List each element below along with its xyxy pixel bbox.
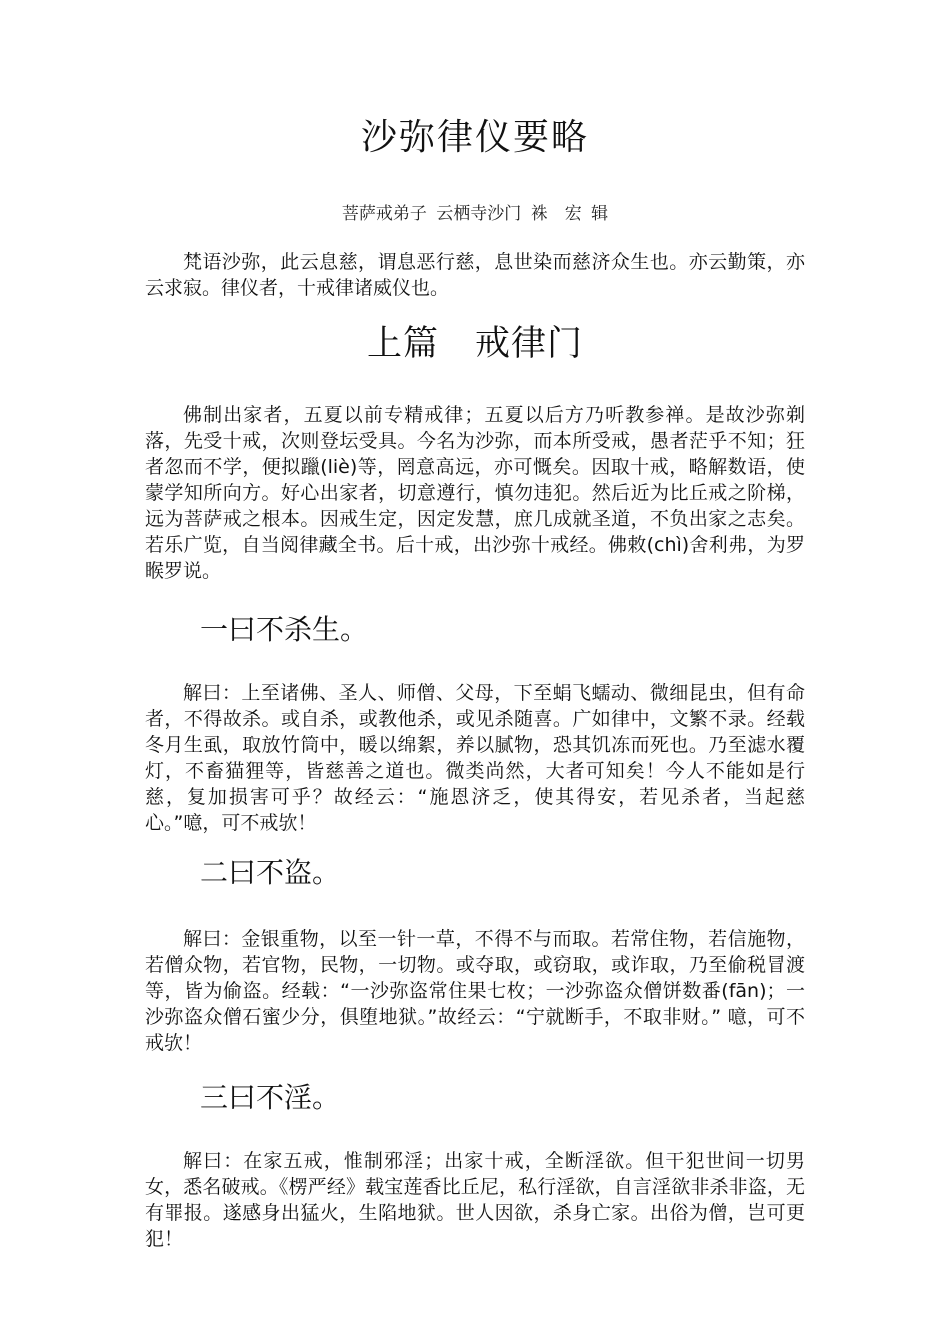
document-title: 沙弥律仪要略 (360, 117, 589, 158)
rule-explanation-1: 解曰：上至诸佛、圣人、师僧、父母，下至蜎飞蠕动、微细昆虫，但有命者，不得故杀。或自杀，或教他杀，或见杀随喜。广如律中，文繁不录。经载冬月生虱，取放竹筒中，暖以绵絮，养以腻物，恐其饥冻而死也。乃至滤水覆灯，不畜猫狸等，皆慈善之道也。微类尚然，大者可知矣！今人不能如是行慈，复加损害可乎？故经云：“施恩济乏，使其得安，若见杀者，当起慈心。”噫，可不戒欤！ (145, 682, 805, 834)
author-byline: 菩萨戒弟子 云栖寺沙门 袾 宏 辑 (341, 204, 609, 224)
rule-heading-3: 三曰不淫。 (200, 1081, 341, 1114)
rule-explanation-2: 解曰：金银重物，以至一针一草，不得不与而取。若常住物，若信施物，若僧众物，若官物，民物，一切物。或夺取，或窃取，或诈取，乃至偷税冒渡等，皆为偷盗。经载：“一沙弥盗常住果七枚；一沙弥盗众僧饼数番(fān)；一沙弥盗众僧石蜜少分，俱堕地狱。”故经云：“宁就断手，不取非财。” 噫，可不戒欤！ (145, 928, 805, 1054)
intro-paragraph: 梵语沙弥，此云息慈，谓息恶行慈，息世染而慈济众生也。亦云勤策，亦云求寂。律仪者，十戒律诸威仪也。 (145, 251, 805, 299)
rule-heading-2: 二曰不盗。 (200, 856, 341, 889)
section-title: 上篇 戒律门 (366, 324, 583, 364)
rule-heading-1: 一曰不杀生。 (200, 613, 369, 646)
rule-explanation-3: 解曰：在家五戒，惟制邪淫；出家十戒，全断淫欲。但干犯世间一切男女，悉名破戒。《楞严经》载宝莲香比丘尼，私行淫欲，自言淫欲非杀非盗，无有罪报。遂感身出猛火，生陷地狱。世人因欲，杀身亡家。出俗为僧，岂可更犯！ (145, 1150, 805, 1250)
section-intro-paragraph: 佛制出家者，五夏以前专精戒律；五夏以后方乃听教参禅。是故沙弥剃落，先受十戒，次则登坛受具。今名为沙弥，而本所受戒，愚者茫乎不知；狂者忽而不学，便拟躐(liè)等，罔意高远，亦可慨矣。因取十戒，略解数语，使蒙学知所向方。好心出家者，切意遵行，慎勿违犯。然后近为比丘戒之阶梯，远为菩萨戒之根本。因戒生定，因定发慧，庶几成就圣道，不负出家之志矣。若乐广览，自当阅律藏全书。后十戒，出沙弥十戒经。佛敕(chì)舍利弗，为罗睺罗说。 (145, 404, 805, 582)
